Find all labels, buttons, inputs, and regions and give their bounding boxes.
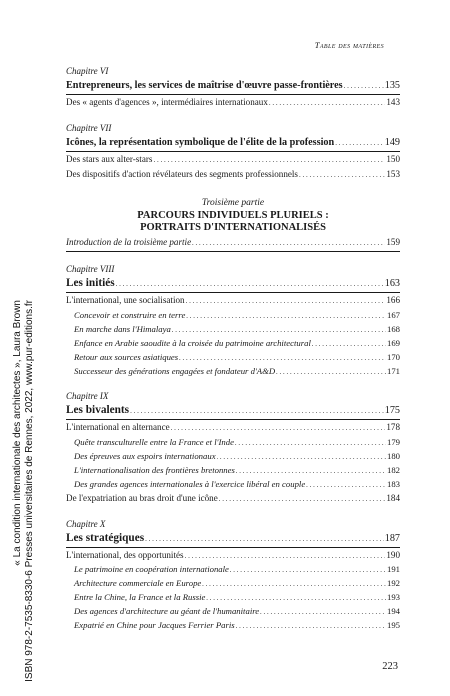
dot-leader: [192, 236, 385, 251]
dot-leader: [276, 365, 386, 379]
side-copyright: [12, 300, 48, 690]
toc-title: De l'expatriation au bras droit d'une icône: [66, 492, 218, 503]
toc-title: Introduction de la troisième partie: [66, 237, 192, 248]
dot-leader: [260, 605, 386, 619]
toc-page: 143: [386, 97, 400, 107]
toc-title: En marche dans l'Himalaya: [74, 323, 171, 334]
toc-title: Les initiés: [66, 277, 115, 290]
toc-entry[interactable]: [66, 421, 400, 436]
toc-sub-entry[interactable]: [66, 563, 400, 577]
chapter-label: Chapitre IX: [66, 390, 109, 401]
chapter-label: Chapitre VIII: [66, 264, 115, 275]
dot-leader: [269, 96, 385, 111]
toc-page: 182: [386, 464, 400, 475]
toc-chapter-entry[interactable]: [66, 403, 400, 420]
toc-page: 190: [386, 549, 400, 560]
dot-leader: [186, 294, 386, 309]
part-label: Troisième partie: [201, 198, 265, 209]
toc-title: Les bivalents: [66, 403, 130, 416]
toc-entry[interactable]: [66, 96, 400, 111]
toc-intro-entry[interactable]: [66, 236, 400, 252]
chapter-label: Chapitre VII: [66, 122, 112, 133]
side-isbn-line: ISBN 978-2-7535-8330-6 Presses universitaires de Rennes, 2022, www.pur-editions.fr: [24, 300, 35, 682]
toc-sub-entry[interactable]: [66, 619, 400, 633]
toc-page: 193: [386, 592, 400, 603]
dot-leader: [219, 492, 386, 507]
toc-sub-entry[interactable]: [66, 605, 400, 619]
dot-leader: [172, 323, 386, 337]
toc-entry[interactable]: [66, 294, 400, 309]
dot-leader: [202, 577, 386, 591]
dot-leader: [179, 351, 386, 365]
toc-page: 167: [386, 309, 400, 320]
toc-title: Icônes, la représentation symbolique de l'élite de la profession: [66, 136, 335, 148]
page-number: 223: [382, 661, 398, 672]
toc-sub-entry[interactable]: [66, 337, 400, 351]
toc-page: 180: [386, 450, 400, 461]
toc-title: Des agences d'architecture au géant de l'humanitaire: [74, 606, 260, 617]
toc-title: Quête transculturelle entre la France et l'Inde: [74, 436, 234, 447]
toc-page: 159: [386, 237, 400, 248]
dot-leader: [230, 563, 386, 577]
dot-leader: [217, 450, 386, 464]
toc-sub-entry[interactable]: [66, 591, 400, 605]
toc-title: Les stratégiques: [66, 531, 145, 544]
toc-title: Entre la Chine, la France et la Russie: [74, 592, 206, 603]
toc-sub-entry[interactable]: [66, 323, 400, 337]
side-citation-line: « La condition internationale des architectes », Laura Brown: [12, 300, 23, 566]
toc-title: Des « agents d'agences », intermédiaires internationaux: [66, 97, 268, 107]
dot-leader: [344, 78, 384, 94]
dot-leader: [335, 135, 384, 151]
toc-title: Entrepreneurs, les services de maîtrise d'œuvre passe-frontières: [66, 80, 343, 91]
toc-title: Successeur des générations engagées et fondateur d'A&D: [74, 365, 276, 376]
dot-leader: [312, 337, 386, 351]
toc-sub-entry[interactable]: [66, 436, 400, 450]
toc-sub-entry[interactable]: [66, 577, 400, 591]
toc-title: Expatrié en Chine pour Jacques Ferrier Paris: [74, 620, 235, 631]
dot-leader: [236, 619, 386, 633]
dot-leader: [236, 464, 386, 478]
toc-entry[interactable]: [66, 168, 400, 183]
part-title-line1: PARCOURS INDIVIDUELS PLURIELS :: [137, 210, 329, 222]
toc-page: 187: [384, 532, 400, 544]
toc-page: 192: [386, 578, 400, 589]
dot-leader: [145, 531, 384, 547]
dot-leader: [153, 153, 385, 168]
toc-sub-entry[interactable]: [66, 365, 400, 379]
toc-title: Des grandes agences internationales à l'exercice libéral en couple: [74, 478, 306, 489]
toc-title: Des épreuves aux espoirs internationaux: [74, 450, 216, 461]
toc-chapter-entry[interactable]: [66, 276, 400, 293]
toc-page: 184: [386, 492, 400, 503]
dot-leader: [116, 276, 384, 292]
dot-leader: [185, 549, 386, 564]
toc-page: 135: [384, 80, 400, 91]
dot-leader: [130, 403, 384, 419]
toc-entry[interactable]: [66, 492, 400, 507]
part-title-line2: PORTRAITS D'INTERNATIONALISÉS: [140, 222, 326, 234]
toc-page: 168: [386, 323, 400, 334]
toc-page: 195: [386, 620, 400, 631]
toc-title: Architecture commerciale en Europe: [74, 578, 202, 589]
part-heading: [66, 198, 400, 234]
toc-page: 166: [386, 295, 400, 306]
toc-page: 194: [386, 606, 400, 617]
toc-sub-entry[interactable]: [66, 450, 400, 464]
toc-page: 163: [384, 278, 400, 290]
toc-page: 169: [386, 337, 400, 348]
toc-title: Retour aux sources asiatiques: [74, 351, 179, 362]
chapter-label: Chapitre VI: [66, 66, 109, 76]
toc-page: 175: [384, 404, 400, 416]
toc-page: 171: [386, 365, 400, 376]
dot-leader: [306, 478, 386, 492]
toc-title: L'international, des opportunités: [66, 549, 184, 560]
toc-title: Enfance en Arabie saoudite à la croisée du patrimoine architectural: [74, 337, 311, 348]
toc-sub-entry[interactable]: [66, 351, 400, 365]
table-of-contents: [66, 66, 400, 633]
running-header: Table des matières: [314, 40, 384, 50]
toc-page: 183: [386, 478, 400, 489]
toc-title: L'international, une socialisation: [66, 295, 185, 306]
toc-sub-entry[interactable]: [66, 478, 400, 492]
dot-leader: [171, 421, 386, 436]
toc-title: L'internationalisation des frontières bretonnes: [74, 464, 235, 475]
toc-title: Concevoir et construire en terre: [74, 309, 186, 320]
toc-chapter-entry[interactable]: [66, 78, 400, 95]
toc-page: 149: [384, 136, 400, 148]
toc-entry[interactable]: [66, 153, 400, 168]
toc-page: 178: [386, 421, 400, 432]
toc-title: Le patrimoine en coopération internationale: [74, 564, 229, 575]
toc-page: 179: [386, 436, 400, 447]
toc-sub-entry[interactable]: [66, 464, 400, 478]
toc-title: Des stars aux alter-stars: [66, 153, 153, 164]
toc-page: 191: [386, 564, 400, 575]
toc-page: 150: [386, 153, 400, 164]
toc-entry[interactable]: [66, 549, 400, 564]
dot-leader: [186, 309, 386, 323]
toc-chapter-entry[interactable]: [66, 531, 400, 548]
toc-title: Des dispositifs d'action révélateurs des segments professionnels: [66, 168, 298, 179]
toc-sub-entry[interactable]: [66, 309, 400, 323]
dot-leader: [299, 168, 385, 183]
toc-title: L'international en alternance: [66, 421, 170, 432]
toc-page: 170: [386, 351, 400, 362]
dot-leader: [206, 591, 386, 605]
chapter-label: Chapitre X: [66, 518, 106, 529]
dot-leader: [235, 436, 386, 450]
toc-chapter-entry[interactable]: [66, 135, 400, 152]
toc-page: 153: [386, 168, 400, 179]
